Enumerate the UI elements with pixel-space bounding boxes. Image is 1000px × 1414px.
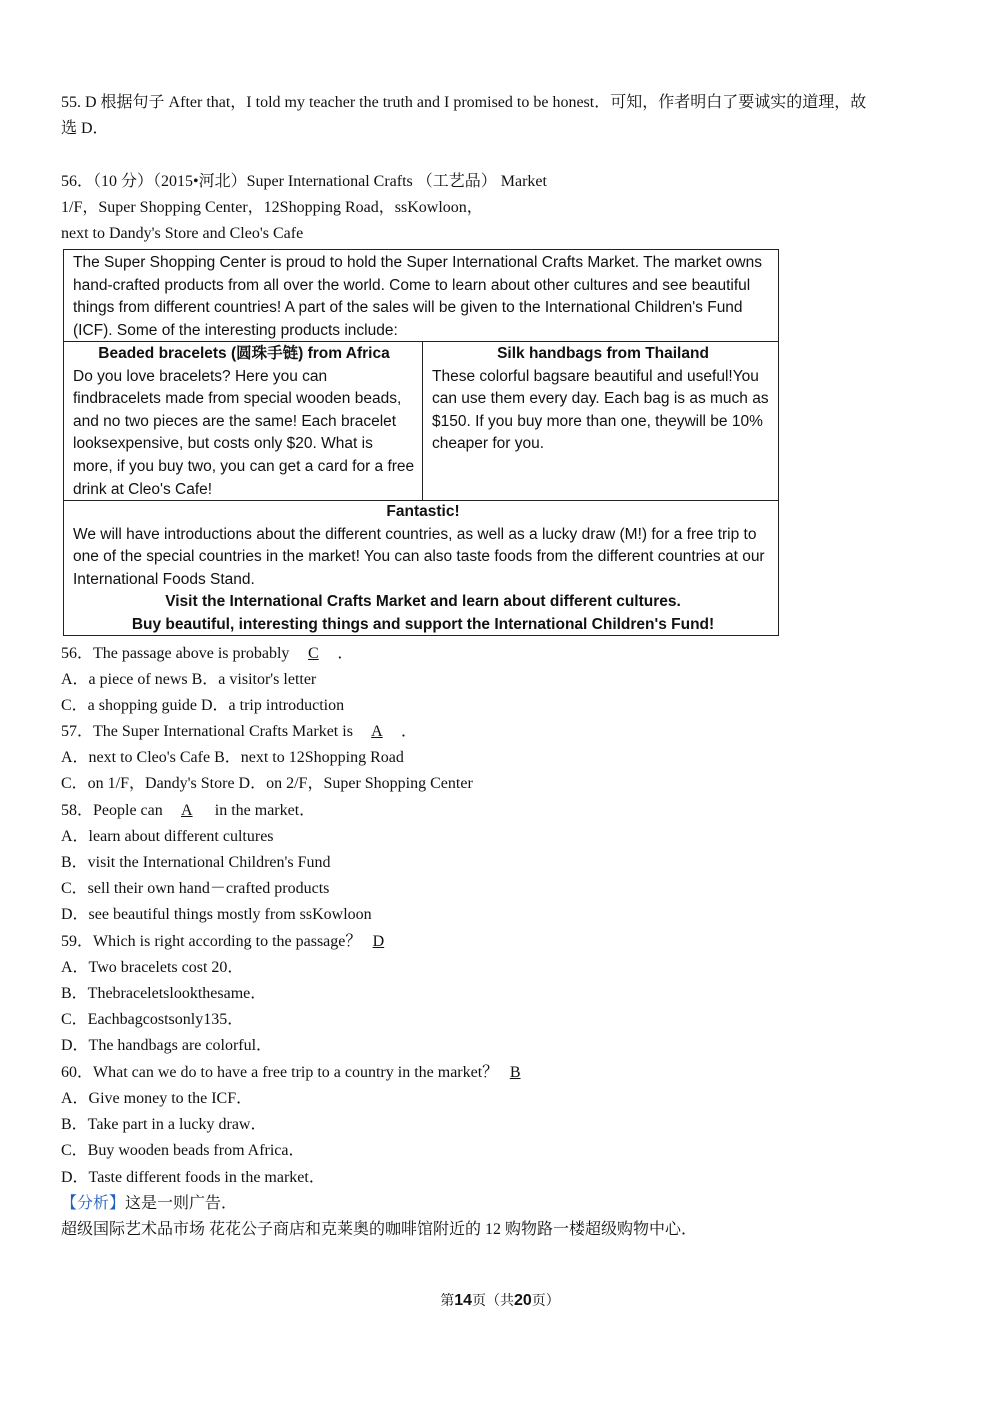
analysis-tag: 【分析】: [61, 1195, 126, 1212]
q60-option-b: B．Take part in a lucky draw．: [61, 1116, 267, 1133]
ad-bottom-section: [73, 501, 773, 637]
q56-header-line2: 1/F，Super Shopping Center，12Shopping Road，ssKowloon，: [61, 199, 483, 216]
ad-product-row: [64, 341, 778, 501]
q58-answer: A: [180, 802, 193, 819]
q58-stem-end: in the market．: [210, 802, 316, 819]
footer-prefix: 第: [440, 1294, 455, 1309]
q57-answer: A: [371, 723, 383, 740]
q58-stem: [61, 798, 315, 824]
advertisement-box: [63, 249, 779, 636]
q56-header-line3: next to Dandy's Store and Cleo's Cafe: [61, 225, 304, 242]
q60-stem: [61, 1060, 532, 1086]
q59-answer: D: [372, 933, 385, 950]
page-number: 14: [454, 1292, 472, 1309]
q56-option-row-2: C．a shopping guide D．a trip introduction: [61, 697, 345, 714]
q59-option-d: D．The handbags are colorful．: [61, 1037, 273, 1054]
q56-option-row-1: A．a piece of news B．a visitor's letter: [61, 671, 317, 688]
total-pages: 20: [514, 1292, 532, 1309]
q60-option-d: D．Taste different foods in the market．: [61, 1169, 325, 1186]
q58-option-c: C．sell their own hand－crafted products: [61, 880, 330, 897]
q57-stem-text: 57．The Super International Crafts Market is: [61, 723, 353, 740]
fantastic-body: We will have introductions about the different countries, as well as a lucky draw (M!) for a free trip to one of the special countries in the market! You can also taste foods from the different countries at our International Foods Stand.: [73, 525, 765, 588]
q60-option-a: A．Give money to the ICF．: [61, 1090, 253, 1107]
footer-suffix: 页）: [531, 1294, 560, 1309]
ad-intro: The Super Shopping Center is proud to hold the Super International Crafts Market. The market owns hand-crafted products from all over the world. Come to learn about other cultures and see beautiful things from different countries! A part of the sales will be given to the International Children's Fund (ICF). Some of the interesting products include:: [73, 254, 762, 339]
analysis-line2: 超级国际艺术品市场 花花公子商店和克莱奥的咖啡馆附近的 12 购物路一楼超级购物中心．: [61, 1221, 698, 1238]
q55-line2: 选 D．: [61, 120, 109, 137]
q56-answer: C: [308, 645, 319, 662]
q60-option-c: C．Buy wooden beads from Africa．: [61, 1142, 305, 1159]
q58-option-d: D．see beautiful things mostly from ssKowloon: [61, 906, 372, 923]
analysis-text: 这是一则广告．: [125, 1195, 238, 1212]
slogan-1: Visit the International Crafts Market and learn about different cultures.: [165, 593, 681, 611]
q56-header-line1: 56．（10 分）（2015•河北）Super International Crafts （工艺品） Market: [61, 173, 547, 190]
q59-option-a: A．Two bracelets cost 20．: [61, 959, 244, 976]
q60-stem-text: 60．What can we do to have a free trip to a country in the market？: [61, 1064, 499, 1081]
bracelets-body: Do you love bracelets? Here you can findbracelets made from special wooden beads, and no two pieces are the same! Each bracelet looksexpensive, but costs only $20. What is more, if you buy two, you can get a card for a free drink at Cleo's Cafe!: [73, 367, 415, 498]
ad-bracelets-cell: [73, 343, 415, 501]
q59-stem: [61, 929, 395, 955]
q57-option-row-2: C．on 1/F，Dandy's Store D．on 2/F，Super Shopping Center: [61, 775, 473, 792]
cell-divider: [422, 342, 423, 500]
slogan-2: Buy beautiful, interesting things and support the International Children's Fund!: [131, 615, 715, 633]
bracelets-title: Beaded bracelets (圆珠手链) from Africa: [98, 345, 390, 362]
q58-stem-text: 58．People can: [61, 802, 163, 819]
handbags-body: These colorful bagsare beautiful and useful!You can use them every day. Each bag is as much as $150. If you buy more than one, theywill be 10% cheaper for you.: [432, 367, 769, 453]
q56-stem: [61, 641, 353, 667]
fantastic-title: Fantastic!: [386, 503, 460, 520]
q58-option-b: B．visit the International Children's Fund: [61, 854, 331, 871]
q59-option-c: C．Eachbagcostsonly135．: [61, 1011, 244, 1028]
q56-stem-end: ．: [337, 645, 354, 662]
q57-stem-end: ．: [400, 723, 417, 740]
ad-handbags-cell: [432, 343, 774, 456]
q56-stem-text: 56．The passage above is probably: [61, 645, 290, 662]
q57-option-row-1: A．next to Cleo's Cafe B．next to 12Shopping Road: [61, 749, 404, 766]
q58-option-a: A．learn about different cultures: [61, 828, 274, 845]
footer-middle: 页（共: [472, 1294, 514, 1309]
q59-stem-text: 59．Which is right according to the passage？: [61, 933, 362, 950]
page-footer: [0, 1290, 1000, 1310]
q59-option-b: B．Thebraceletslookthesame．: [61, 985, 267, 1002]
analysis-line1: [61, 1191, 237, 1217]
q55-line1: 55. D 根据句子 After that，I told my teacher the truth and I promised to be honest．可知，作者明白了要诚实的道理，故: [61, 94, 867, 111]
q60-answer: B: [509, 1064, 521, 1081]
q57-stem: [61, 719, 417, 745]
handbags-title: Silk handbags from Thailand: [497, 345, 709, 362]
